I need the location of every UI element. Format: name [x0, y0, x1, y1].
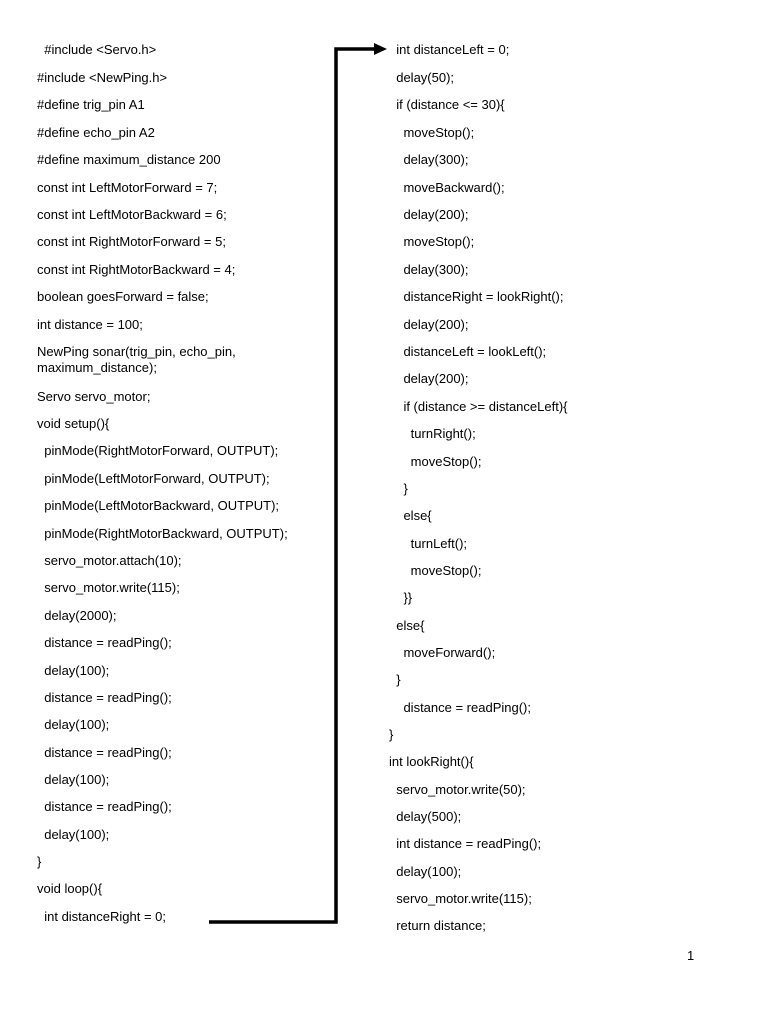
code-line: pinMode(LeftMotorForward, OUTPUT); — [37, 471, 270, 486]
code-line: delay(100); — [37, 827, 110, 842]
code-line: turnLeft(); — [389, 536, 468, 551]
code-line: }} — [389, 590, 413, 605]
code-line: moveBackward(); — [389, 180, 505, 195]
code-line: delay(2000); — [37, 608, 117, 623]
code-line: int lookRight(){ — [389, 754, 474, 769]
code-line: delay(200); — [389, 207, 469, 222]
code-line: distanceRight = lookRight(); — [389, 289, 564, 304]
code-line: moveStop(); — [389, 563, 482, 578]
code-line: } — [389, 481, 408, 496]
code-line: else{ — [389, 508, 432, 523]
code-line: } — [389, 672, 401, 687]
code-line: delay(100); — [389, 864, 462, 879]
code-line: servo_motor.write(115); — [389, 891, 532, 906]
code-line: moveForward(); — [389, 645, 496, 660]
code-line: if (distance >= distanceLeft){ — [389, 399, 568, 414]
code-line: servo_motor.attach(10); — [37, 553, 182, 568]
code-line: boolean goesForward = false; — [37, 289, 209, 304]
code-line: servo_motor.write(115); — [37, 580, 180, 595]
code-line: distance = readPing(); — [37, 690, 172, 705]
code-line: } — [389, 727, 394, 742]
code-line: delay(100); — [37, 772, 110, 787]
code-line: distance = readPing(); — [37, 635, 172, 650]
code-line: NewPing sonar(trig_pin, echo_pin, maximum_distance); — [37, 344, 236, 375]
code-line: delay(100); — [37, 663, 110, 678]
code-line: #include <NewPing.h> — [37, 70, 168, 85]
code-line: #define trig_pin A1 — [37, 97, 145, 112]
code-line: delay(100); — [37, 717, 110, 732]
code-line: delay(300); — [389, 262, 469, 277]
code-line: const int RightMotorForward = 5; — [37, 234, 226, 249]
code-line: #define echo_pin A2 — [37, 125, 155, 140]
code-line: delay(200); — [389, 317, 469, 332]
code-line: const int LeftMotorForward = 7; — [37, 180, 218, 195]
code-line: delay(500); — [389, 809, 462, 824]
code-line: } — [37, 854, 42, 869]
code-line: int distanceRight = 0; — [37, 909, 166, 924]
code-line: servo_motor.write(50); — [389, 782, 526, 797]
code-line: const int RightMotorBackward = 4; — [37, 262, 236, 277]
code-line: moveStop(); — [389, 454, 482, 469]
code-line: distance = readPing(); — [389, 700, 531, 715]
code-line: distance = readPing(); — [37, 799, 172, 814]
code-line: void setup(){ — [37, 416, 110, 431]
code-line: pinMode(LeftMotorBackward, OUTPUT); — [37, 498, 280, 513]
code-line: else{ — [389, 618, 425, 633]
code-line: return distance; — [389, 918, 486, 933]
code-line: moveStop(); — [389, 234, 475, 249]
code-line: int distanceLeft = 0; — [389, 42, 510, 57]
code-line: #include <Servo.h> — [37, 42, 157, 57]
code-line: pinMode(RightMotorForward, OUTPUT); — [37, 443, 279, 458]
page-number: 1 — [687, 948, 695, 963]
arrowhead-icon — [374, 43, 387, 55]
code-line: if (distance <= 30){ — [389, 97, 505, 112]
code-line: turnRight(); — [389, 426, 476, 441]
code-line: void loop(){ — [37, 881, 103, 896]
code-line: int distance = readPing(); — [389, 836, 542, 851]
code-line: delay(200); — [389, 371, 469, 386]
code-line: const int LeftMotorBackward = 6; — [37, 207, 227, 222]
code-line: int distance = 100; — [37, 317, 143, 332]
code-line: delay(300); — [389, 152, 469, 167]
code-line: #define maximum_distance 200 — [37, 152, 221, 167]
code-line: Servo servo_motor; — [37, 389, 151, 404]
code-line: delay(50); — [389, 70, 455, 85]
code-line: moveStop(); — [389, 125, 475, 140]
connector-line — [209, 49, 376, 922]
code-line: distanceLeft = lookLeft(); — [389, 344, 547, 359]
code-line: distance = readPing(); — [37, 745, 172, 760]
code-line: pinMode(RightMotorBackward, OUTPUT); — [37, 526, 288, 541]
